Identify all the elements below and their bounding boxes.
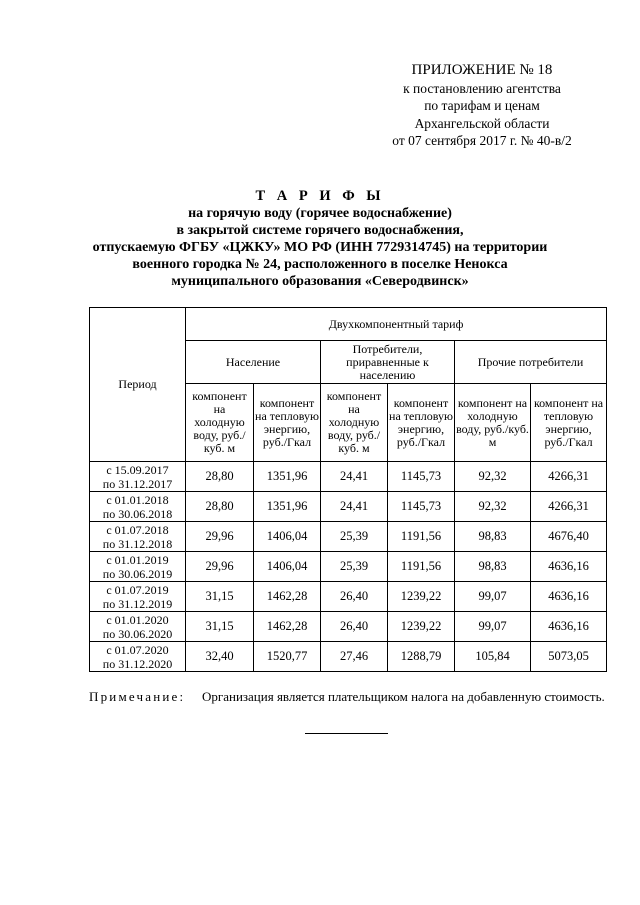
period-cell: [90, 492, 186, 522]
period-to: по 31.12.2018: [102, 536, 173, 551]
closing-rule: [305, 733, 388, 734]
tariff-value: 1462,28: [254, 612, 321, 642]
title-line: на горячую воду (горячее водоснабжение): [188, 206, 452, 221]
tariff-value: 29,96: [186, 522, 254, 552]
tariff-value: 4266,31: [531, 462, 607, 492]
title-line: отпускаемую ФГБУ «ЦЖКУ» МО РФ (ИНН 7729314745) на территории: [92, 240, 548, 255]
title-line: военного городка № 24, расположенного в поселке Ненокса: [132, 257, 508, 272]
tariff-value: 31,15: [186, 582, 254, 612]
period-from: с 01.07.2020: [106, 642, 169, 657]
tariff-value: 4636,16: [531, 612, 607, 642]
table-row: [90, 492, 607, 522]
tariff-value: 99,07: [455, 612, 531, 642]
component-header-cold: компонент на холодную воду, руб./куб. м: [186, 384, 254, 462]
tariff-value: 99,07: [455, 582, 531, 612]
component-header-cold: компонент на холодную воду, руб./куб. м: [321, 384, 388, 462]
appendix-line: от 07 сентября 2017 г. № 40-в/2: [392, 133, 572, 148]
tariff-value: 4636,16: [531, 582, 607, 612]
period-from: с 01.07.2018: [106, 522, 169, 537]
table-row: [90, 522, 607, 552]
tariff-rows: [90, 462, 607, 672]
table-row: [90, 462, 607, 492]
tariff-value: 26,40: [321, 582, 388, 612]
appendix-line: по тарифам и ценам: [424, 98, 540, 113]
appendix-title: ПРИЛОЖЕНИЕ № 18: [411, 62, 553, 78]
period-to: по 30.06.2019: [102, 566, 173, 581]
appendix-block: [352, 62, 612, 150]
tariff-value: 25,39: [321, 522, 388, 552]
title-heading: Т А Р И Ф Ы: [255, 188, 385, 204]
period-from: с 01.01.2018: [106, 492, 169, 507]
appendix-line: Архангельской области: [414, 115, 550, 131]
tariff-value: 1239,22: [388, 612, 455, 642]
tariff-value: 28,80: [186, 492, 254, 522]
period-cell: [90, 552, 186, 582]
appendix-line: к постановлению агентства: [403, 80, 561, 96]
table-row: [90, 552, 607, 582]
tariff-value: 1191,56: [388, 552, 455, 582]
tariff-value: 24,41: [321, 462, 388, 492]
component-header-heat: компонент на тепловую энергию, руб./Гкал: [388, 384, 455, 462]
tariff-value: 1288,79: [388, 642, 455, 672]
tariff-value: 1406,04: [254, 552, 321, 582]
tariff-value: 29,96: [186, 552, 254, 582]
tariff-value: 1351,96: [254, 462, 321, 492]
tariff-value: 1191,56: [388, 522, 455, 552]
period-cell: [90, 642, 186, 672]
table-row: [90, 582, 607, 612]
tariff-value: 1145,73: [388, 492, 455, 522]
note-label: Примечание:: [89, 689, 186, 704]
period-to: по 30.06.2018: [102, 506, 173, 521]
tariff-value: 31,15: [186, 612, 254, 642]
table-row: [90, 612, 607, 642]
tariff-value: 32,40: [186, 642, 254, 672]
tariff-value: 1351,96: [254, 492, 321, 522]
period-to: по 31.12.2019: [102, 596, 173, 611]
tariff-value: 25,39: [321, 552, 388, 582]
table-row: [90, 642, 607, 672]
tariff-value: 98,83: [455, 552, 531, 582]
component-header-heat: компонент на тепловую энергию, руб./Гкал: [531, 384, 607, 462]
tariff-value: 4266,31: [531, 492, 607, 522]
period-from: с 15.09.2017: [106, 462, 169, 477]
tariff-value: 28,80: [186, 462, 254, 492]
document-title: [60, 188, 580, 290]
tariff-value: 26,40: [321, 612, 388, 642]
tariff-value: 1145,73: [388, 462, 455, 492]
title-line: муниципального образования «Северодвинск»: [171, 274, 469, 289]
tariff-value: 5073,05: [531, 642, 607, 672]
period-cell: [90, 522, 186, 552]
tariff-table: [89, 307, 607, 672]
component-header-heat: компонент на тепловую энергию, руб./Гкал: [254, 384, 321, 462]
group-header-equivalent: Потребители, приравненные к населению: [321, 341, 455, 384]
tariff-value: 4636,16: [531, 552, 607, 582]
tariff-value: 1520,77: [254, 642, 321, 672]
group-header-population: Население: [186, 341, 321, 384]
period-from: с 01.07.2019: [106, 582, 169, 597]
note-text: Организация является плательщиком налога на добавленную стоимость.: [202, 689, 605, 704]
tariff-value: 24,41: [321, 492, 388, 522]
period-from: с 01.01.2019: [106, 552, 169, 567]
tariff-value: 27,46: [321, 642, 388, 672]
tariff-value: 1462,28: [254, 582, 321, 612]
period-cell: [90, 462, 186, 492]
tariff-value: 4676,40: [531, 522, 607, 552]
tariff-value: 105,84: [455, 642, 531, 672]
period-to: по 31.12.2017: [102, 476, 173, 491]
period-to: по 31.12.2020: [102, 656, 173, 671]
title-line: в закрытой системе горячего водоснабжения,: [176, 223, 464, 238]
tariff-value: 1239,22: [388, 582, 455, 612]
period-to: по 30.06.2020: [102, 626, 173, 641]
component-header-cold: компонент на холодную воду, руб./куб. м: [455, 384, 531, 462]
tariff-value: 92,32: [455, 462, 531, 492]
tariff-value: 98,83: [455, 522, 531, 552]
tariff-header: Двухкомпонентный тариф: [186, 308, 607, 341]
period-cell: [90, 612, 186, 642]
group-header-other: Прочие потребители: [455, 341, 607, 384]
tariff-value: 1406,04: [254, 522, 321, 552]
period-cell: [90, 582, 186, 612]
tariff-value: 92,32: [455, 492, 531, 522]
period-header: Период: [90, 308, 186, 462]
period-from: с 01.01.2020: [106, 612, 169, 627]
